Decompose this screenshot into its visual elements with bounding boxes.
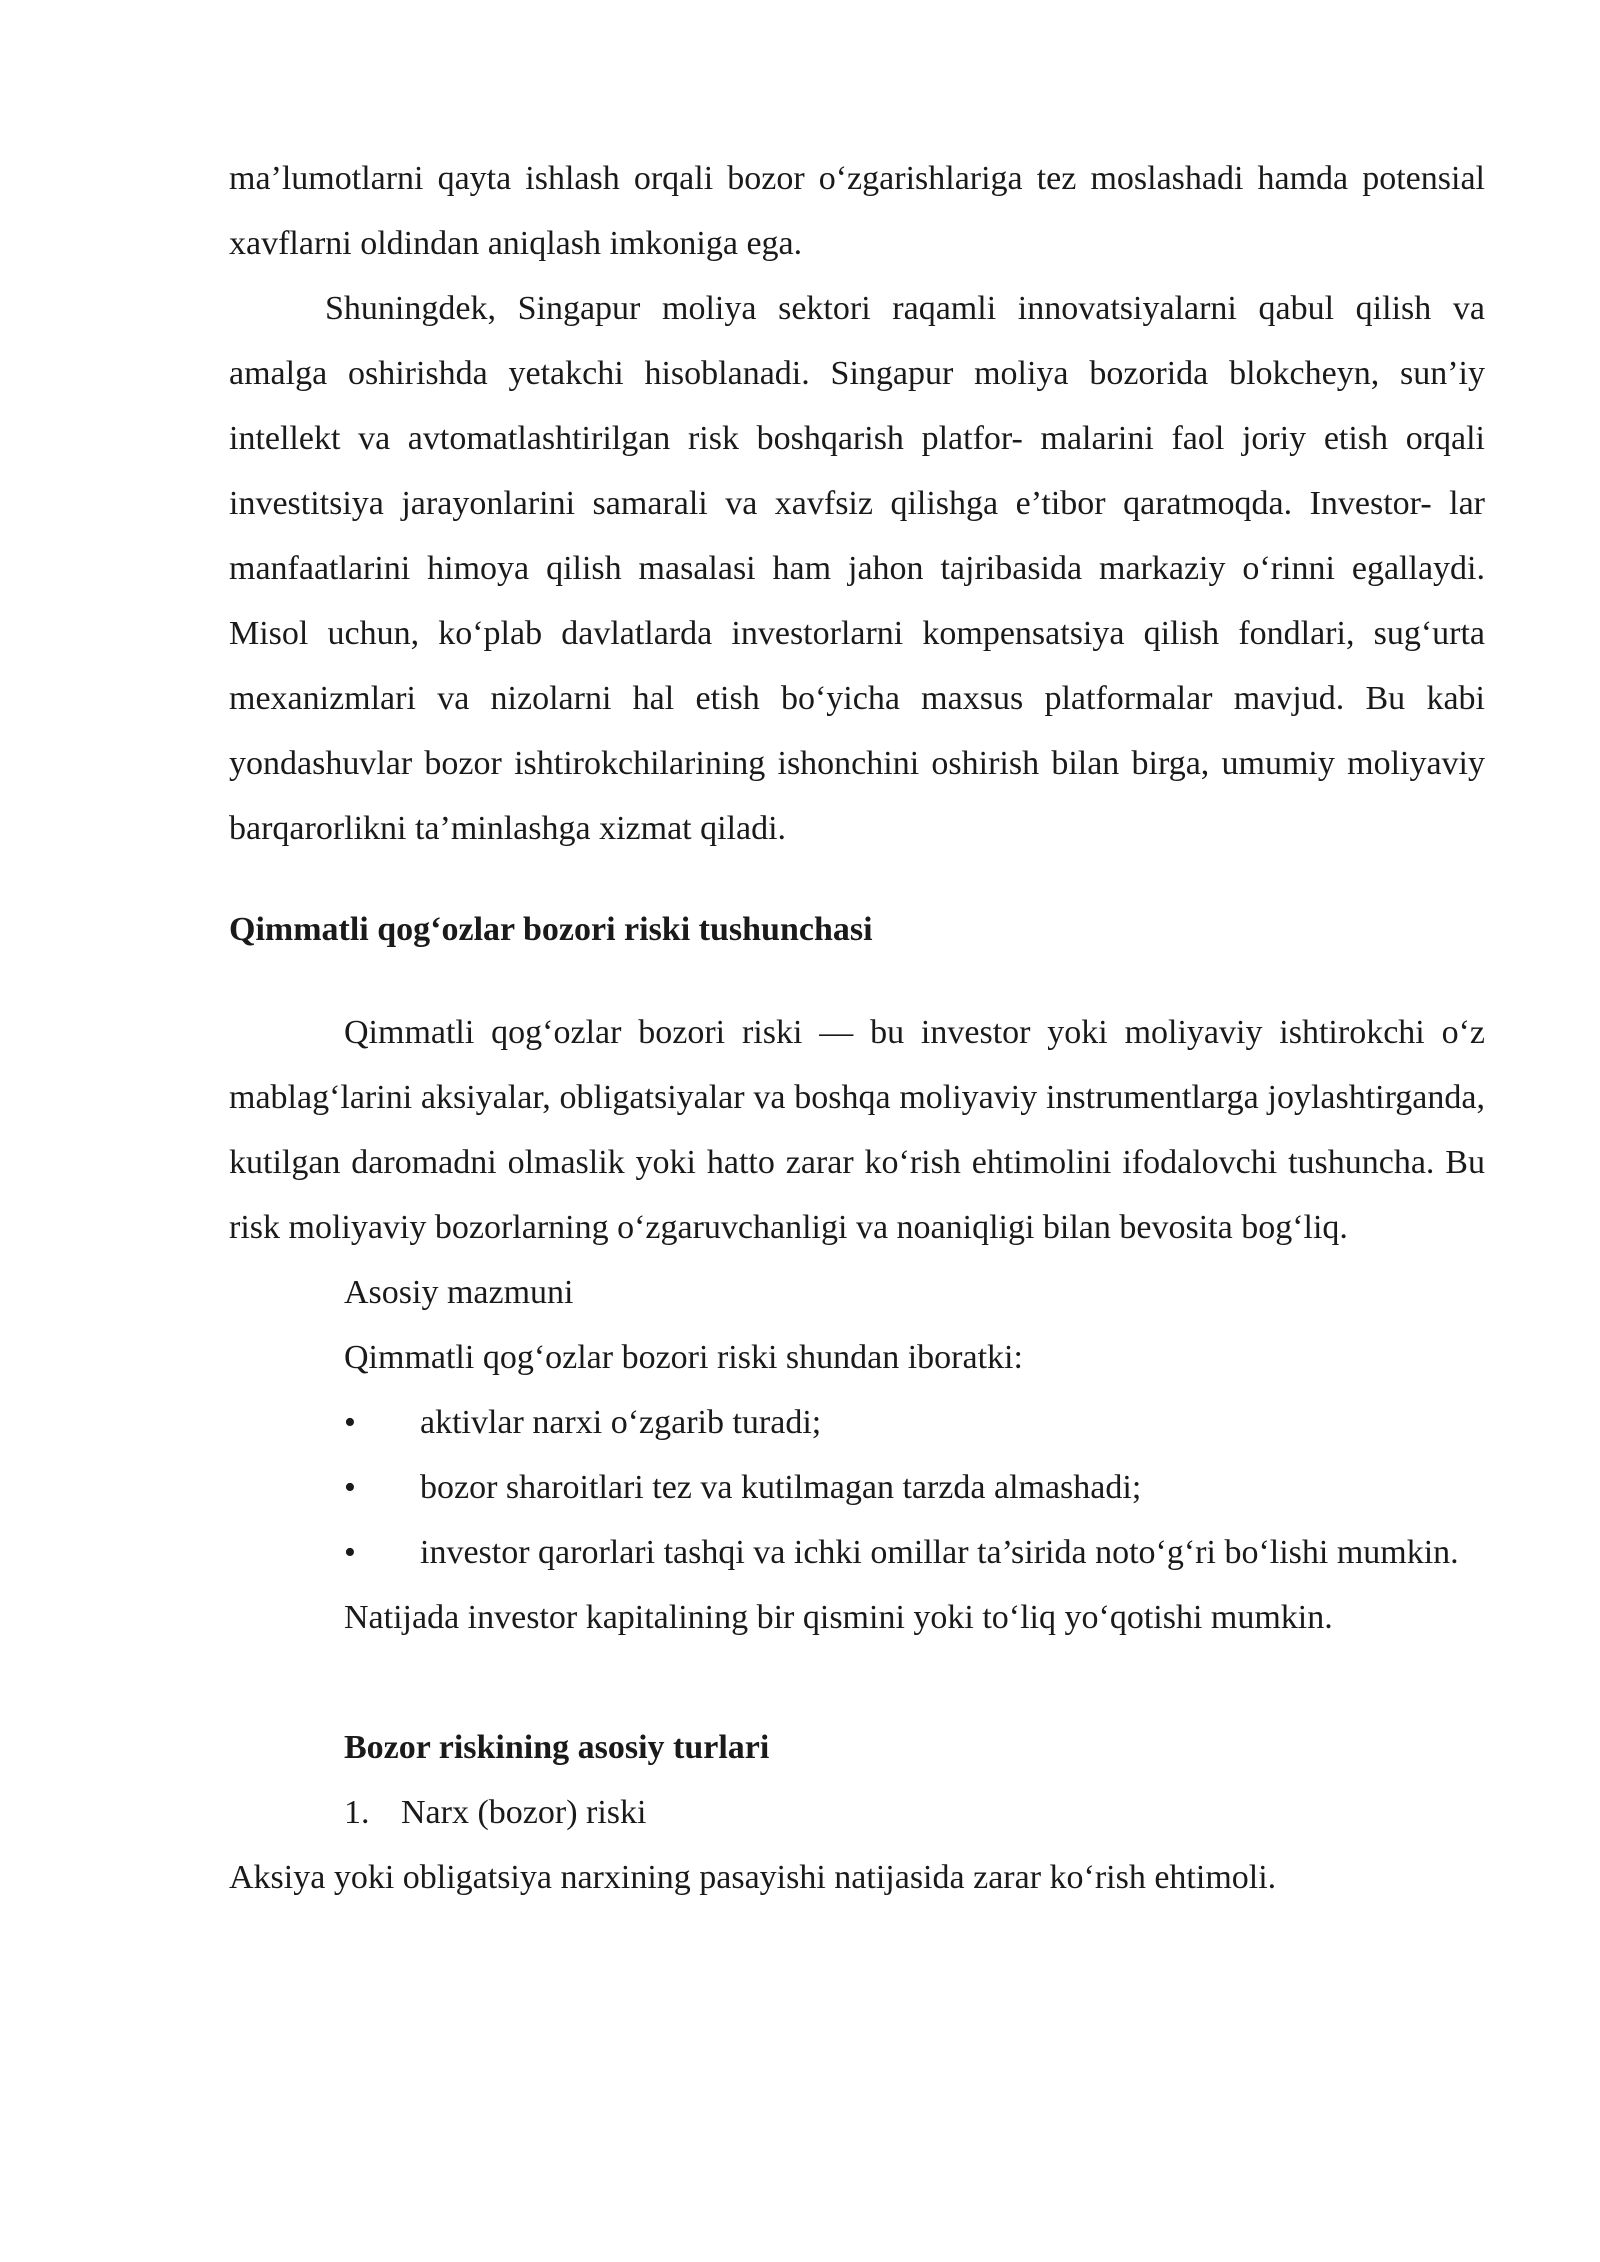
- bullet-text: aktivlar narxi o‘zgarib turadi;: [420, 1404, 822, 1441]
- bullet-icon: •: [344, 1534, 356, 1571]
- paragraph-price-risk: Aksiya yoki obligatsiya narxining pasayishi natijasida zarar ko‘rish ehtimoli.: [229, 1859, 1277, 1896]
- heading-concept: Qimmatli qog‘ozlar bozori riski tushunchasi: [229, 911, 873, 948]
- bullet-item: [229, 1455, 1485, 1520]
- heading-types: Bozor riskining asosiy turlari: [344, 1729, 770, 1766]
- bullet-text: investor qarorlari tashqi va ichki omillar ta’sirida noto‘g‘ri bo‘lishi mumkin.: [420, 1534, 1459, 1571]
- document-page: [229, 146, 1485, 1910]
- line-result: Natijada investor kapitalining bir qismini yoki to‘liq yo‘qotishi mumkin.: [344, 1599, 1333, 1636]
- bullet-icon: •: [344, 1404, 356, 1441]
- list-number: 1.: [344, 1794, 370, 1831]
- numbered-item: [229, 1780, 1485, 1845]
- line-main-content: Asosiy mazmuni: [344, 1274, 574, 1311]
- bullet-text: bozor sharoitlari tez va kutilmagan tarzda almashadi;: [420, 1469, 1142, 1506]
- line-consists: Qimmatli qog‘ozlar bozori riski shundan iboratki:: [344, 1339, 1023, 1376]
- numbered-item-label: Narx (bozor) riski: [401, 1794, 647, 1831]
- paragraph-singapore: Shuningdek, Singapur moliya sektori raqamli innovatsiyalarni qabul qilish va amalga oshirishda yetakchi hisoblanadi. Singapur moliya bozorida blokcheyn, sun’iy intellekt va avtomatlashtirilgan risk boshqarish platfor- malarini faol joriy etish orqali investitsiya jarayonlarini samarali va xavfsiz qilishga e’tibor qaratmoqda. Investor- lar manfaatlarini himoya qilish masalasi ham jahon tajribasida markaziy o‘rinni egallaydi. Misol uchun, ko‘plab davlatlarda investorlarni kompensatsiya qilish fondlari, sug‘urta mexanizmlari va nizolarni hal etish bo‘yicha maxsus platformalar mavjud. Bu kabi yondashuvlar bozor ishtirokchilarining ishonchini oshirish bilan birga, umumiy moliyaviy barqarorlikni ta’minlashga xizmat qiladi.: [229, 290, 1485, 847]
- bullet-item: [229, 1520, 1485, 1585]
- bullet-icon: •: [344, 1469, 356, 1506]
- paragraph-definition: Qimmatli qog‘ozlar bozori riski — bu investor yoki moliyaviy ishtirokchi o‘z mablag‘larini aksiyalar, obligatsiyalar va boshqa moliyaviy instrumentlarga joylashtirganda, kutilgan daromadni olmaslik yoki hatto zarar ko‘rish ehtimolini ifodalovchi tushuncha. Bu risk moliyaviy bozorlarning o‘zgaruvchanligi va noaniqligi bilan bevosita bog‘liq.: [229, 1014, 1485, 1246]
- bullet-item: [229, 1390, 1485, 1455]
- paragraph-intro-end: ma’lumotlarni qayta ishlash orqali bozor o‘zgarishlariga tez moslashadi hamda potensial xavflarni oldindan aniqlash imkoniga ega.: [229, 160, 1485, 262]
